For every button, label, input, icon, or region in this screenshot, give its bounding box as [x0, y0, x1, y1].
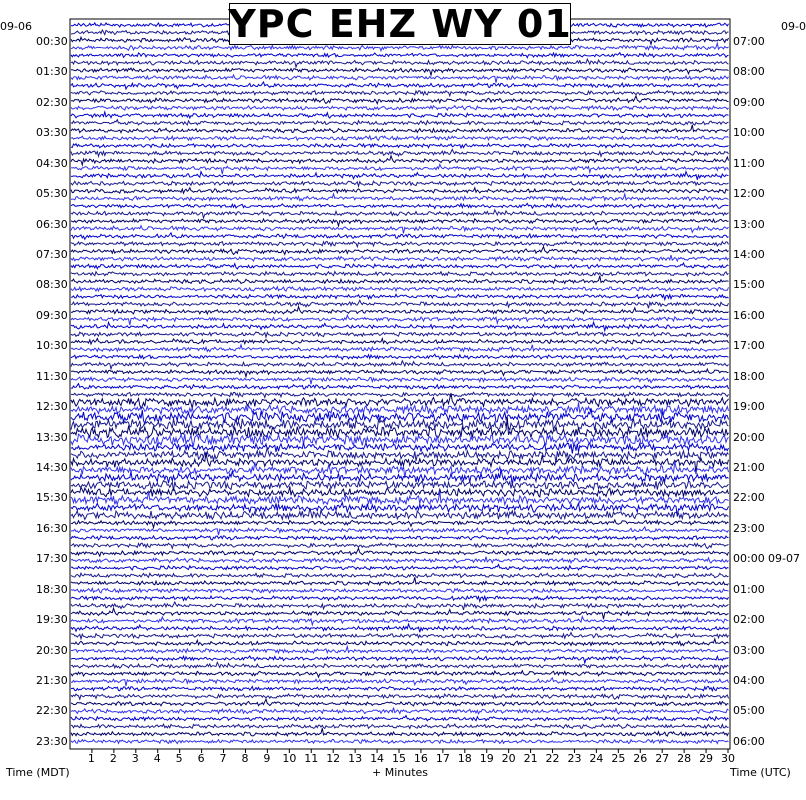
x-tick-label: 18: [457, 752, 472, 765]
right-time-label: 08:00: [733, 65, 765, 79]
x-tick-label: 20: [501, 752, 516, 765]
x-tick-label: 14: [370, 752, 385, 765]
x-axis-title: + Minutes: [372, 766, 429, 779]
title-box: [229, 3, 571, 45]
right-time-label: 21:00: [733, 461, 765, 475]
right-time-label: 13:00: [733, 217, 765, 231]
x-tick-label: 10: [282, 752, 297, 765]
left-time-label: 15:30: [36, 491, 68, 505]
right-time-label: 07:00: [733, 35, 765, 48]
x-tick-label: 7: [219, 752, 227, 765]
x-tick-label: 16: [413, 752, 428, 765]
x-tick-label: 8: [241, 752, 249, 765]
right-time-label: 17:00: [733, 339, 765, 353]
right-time-label: 04:00: [733, 674, 765, 688]
left-time-label: 18:30: [36, 582, 68, 596]
left-time-label: 03:30: [36, 126, 68, 140]
right-time-label: 18:00: [733, 369, 765, 383]
x-tick-label: 24: [589, 752, 604, 765]
left-time-label: 23:30: [36, 734, 68, 748]
x-tick-label: 11: [304, 752, 319, 765]
left-time-label: 22:30: [36, 704, 68, 718]
x-tick-label: 28: [677, 752, 692, 765]
x-tick-label: 4: [153, 752, 161, 765]
right-time-label: 16:00: [733, 308, 765, 322]
right-time-label: 05:00: [733, 704, 765, 718]
x-tick-label: 5: [175, 752, 183, 765]
right-time-label: 15:00: [733, 278, 765, 292]
x-tick-label: 23: [567, 752, 582, 765]
left-time-label: 10:30: [36, 339, 68, 353]
x-tick-label: 9: [263, 752, 271, 765]
right-time-label: 02:00: [733, 613, 765, 627]
x-tick-label: 3: [131, 752, 139, 765]
x-tick-label: 12: [326, 752, 341, 765]
left-axis-title: Time (MDT): [6, 766, 70, 779]
left-time-label: 00:30: [36, 35, 68, 48]
left-time-label: 09:30: [36, 308, 68, 322]
chart-title: YPC EHZ WY 01: [228, 2, 572, 46]
left-time-label: 02:30: [36, 95, 68, 109]
right-time-label: 03:00: [733, 643, 765, 657]
left-time-label: 20:30: [36, 643, 68, 657]
left-time-label: 08:30: [36, 278, 68, 292]
x-tick-label: 29: [699, 752, 714, 765]
x-tick-label: 13: [348, 752, 363, 765]
right-time-label: 01:00: [733, 582, 765, 596]
right-top-date-label: 09-0: [781, 20, 806, 33]
left-time-label: 13:30: [36, 430, 68, 444]
left-time-label: 21:30: [36, 674, 68, 688]
right-time-label: 22:00: [733, 491, 765, 505]
right-time-label: 20:00: [733, 430, 765, 444]
x-tick-label: 22: [545, 752, 560, 765]
x-tick-label: 17: [435, 752, 450, 765]
right-time-label: 06:00: [733, 734, 765, 748]
x-tick-label: 6: [197, 752, 205, 765]
left-date-label: 09-06: [0, 20, 32, 33]
right-time-label: 11:00: [733, 156, 765, 170]
x-tick-label: 25: [611, 752, 626, 765]
plot-area: [70, 19, 730, 749]
left-time-label: 05:30: [36, 187, 68, 201]
right-date-label: 09-07: [768, 552, 800, 566]
right-time-label: 14:00: [733, 248, 765, 261]
left-time-label: 06:30: [36, 217, 68, 231]
right-time-label: 19:00: [733, 400, 765, 414]
x-tick-label: 2: [109, 752, 117, 765]
x-tick-label: 19: [479, 752, 494, 765]
right-time-label: 00:00: [733, 552, 765, 566]
left-time-label: 12:30: [36, 400, 68, 414]
left-time-label: 17:30: [36, 552, 68, 566]
x-tick-label: 21: [523, 752, 538, 765]
right-time-label: 09:00: [733, 95, 765, 109]
right-time-label: 12:00: [733, 187, 765, 201]
right-time-label: 10:00: [733, 126, 765, 140]
x-tick-label: 30: [721, 752, 735, 765]
x-tick-label: 1: [87, 752, 95, 765]
right-axis-title: Time (UTC): [730, 766, 791, 779]
x-tick-label: 26: [633, 752, 648, 765]
left-time-label: 16:30: [36, 521, 68, 535]
left-time-label: 19:30: [36, 613, 68, 627]
right-time-label: 23:00: [733, 521, 765, 535]
x-tick-label: 15: [392, 752, 406, 765]
left-time-label: 14:30: [36, 461, 68, 475]
left-time-label: 11:30: [36, 369, 68, 383]
left-time-label: 04:30: [36, 156, 68, 170]
left-time-label: 07:30: [36, 248, 68, 261]
left-time-label: 01:30: [36, 65, 68, 79]
x-tick-label: 27: [655, 752, 670, 765]
